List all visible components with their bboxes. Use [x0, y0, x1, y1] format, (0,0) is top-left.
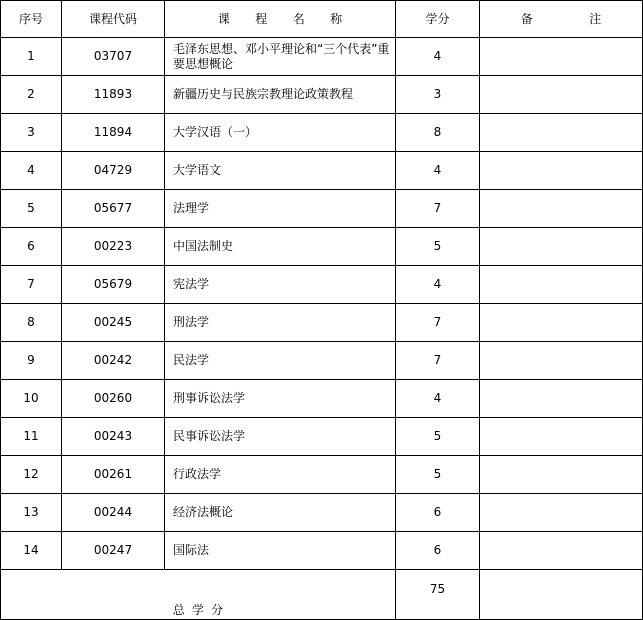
cell-seq: 3: [1, 114, 62, 152]
total-row: [1, 570, 643, 620]
total-value: 75: [396, 570, 480, 620]
cell-seq: 14: [1, 532, 62, 570]
cell-credits: 5: [396, 228, 480, 266]
header-seq: 序号: [1, 1, 62, 38]
cell-seq: 4: [1, 152, 62, 190]
cell-remarks: [480, 380, 643, 418]
cell-remarks: [480, 228, 643, 266]
cell-credits: 4: [396, 266, 480, 304]
cell-course-name: 大学汉语（一）: [165, 114, 396, 152]
table-row: [1, 152, 643, 190]
cell-credits: 6: [396, 494, 480, 532]
cell-remarks: [480, 456, 643, 494]
cell-remarks: [480, 190, 643, 228]
course-rows: [1, 38, 643, 570]
cell-course-name: 行政法学: [165, 456, 396, 494]
cell-remarks: [480, 114, 643, 152]
table-row: [1, 342, 643, 380]
cell-code: 05677: [62, 190, 165, 228]
cell-seq: 8: [1, 304, 62, 342]
cell-remarks: [480, 266, 643, 304]
cell-seq: 2: [1, 76, 62, 114]
cell-seq: 5: [1, 190, 62, 228]
cell-remarks: [480, 532, 643, 570]
table-row: [1, 76, 643, 114]
cell-credits: 4: [396, 38, 480, 76]
cell-credits: 7: [396, 342, 480, 380]
header-name: 课 程 名 称: [165, 1, 396, 38]
cell-remarks: [480, 494, 643, 532]
table-row: [1, 532, 643, 570]
cell-code: 00244: [62, 494, 165, 532]
cell-seq: 12: [1, 456, 62, 494]
cell-code: 11894: [62, 114, 165, 152]
cell-credits: 7: [396, 304, 480, 342]
cell-code: 00242: [62, 342, 165, 380]
cell-seq: 9: [1, 342, 62, 380]
header-code: 课程代码: [62, 1, 165, 38]
table-row: [1, 114, 643, 152]
table-row: [1, 456, 643, 494]
cell-code: 00243: [62, 418, 165, 456]
cell-code: 00223: [62, 228, 165, 266]
cell-seq: 13: [1, 494, 62, 532]
table-row: [1, 418, 643, 456]
cell-remarks: [480, 152, 643, 190]
cell-seq: 10: [1, 380, 62, 418]
cell-credits: 4: [396, 152, 480, 190]
cell-code: 00260: [62, 380, 165, 418]
cell-code: 03707: [62, 38, 165, 76]
cell-code: 11893: [62, 76, 165, 114]
table-row: [1, 266, 643, 304]
total-remarks: [480, 570, 643, 620]
cell-code: 00261: [62, 456, 165, 494]
cell-credits: 5: [396, 418, 480, 456]
cell-remarks: [480, 418, 643, 456]
cell-course-name: 经济法概论: [165, 494, 396, 532]
cell-code: 00247: [62, 532, 165, 570]
cell-remarks: [480, 38, 643, 76]
cell-credits: 4: [396, 380, 480, 418]
cell-credits: 5: [396, 456, 480, 494]
cell-course-name: 毛泽东思想、邓小平理论和“三个代表”重要思想概论: [165, 38, 396, 76]
cell-course-name: 民事诉讼法学: [165, 418, 396, 456]
cell-remarks: [480, 304, 643, 342]
header-credits: 学分: [396, 1, 480, 38]
cell-credits: 3: [396, 76, 480, 114]
cell-remarks: [480, 342, 643, 380]
cell-seq: 7: [1, 266, 62, 304]
cell-course-name: 宪法学: [165, 266, 396, 304]
table-row: [1, 190, 643, 228]
cell-credits: 7: [396, 190, 480, 228]
cell-remarks: [480, 76, 643, 114]
cell-seq: 6: [1, 228, 62, 266]
total-label: 总学分: [1, 570, 396, 620]
header-remarks: 备 注: [480, 1, 643, 38]
cell-seq: 1: [1, 38, 62, 76]
table-row: [1, 228, 643, 266]
cell-course-name: 刑事诉讼法学: [165, 380, 396, 418]
cell-course-name: 新疆历史与民族宗教理论政策教程: [165, 76, 396, 114]
cell-course-name: 大学语文: [165, 152, 396, 190]
cell-credits: 6: [396, 532, 480, 570]
cell-course-name: 法理学: [165, 190, 396, 228]
cell-code: 04729: [62, 152, 165, 190]
table-row: [1, 38, 643, 76]
cell-credits: 8: [396, 114, 480, 152]
table-row: [1, 304, 643, 342]
cell-course-name: 民法学: [165, 342, 396, 380]
cell-course-name: 国际法: [165, 532, 396, 570]
cell-seq: 11: [1, 418, 62, 456]
cell-code: 05679: [62, 266, 165, 304]
cell-course-name: 刑法学: [165, 304, 396, 342]
header-row: [1, 1, 643, 38]
cell-code: 00245: [62, 304, 165, 342]
table-row: [1, 380, 643, 418]
cell-course-name: 中国法制史: [165, 228, 396, 266]
table-row: [1, 494, 643, 532]
